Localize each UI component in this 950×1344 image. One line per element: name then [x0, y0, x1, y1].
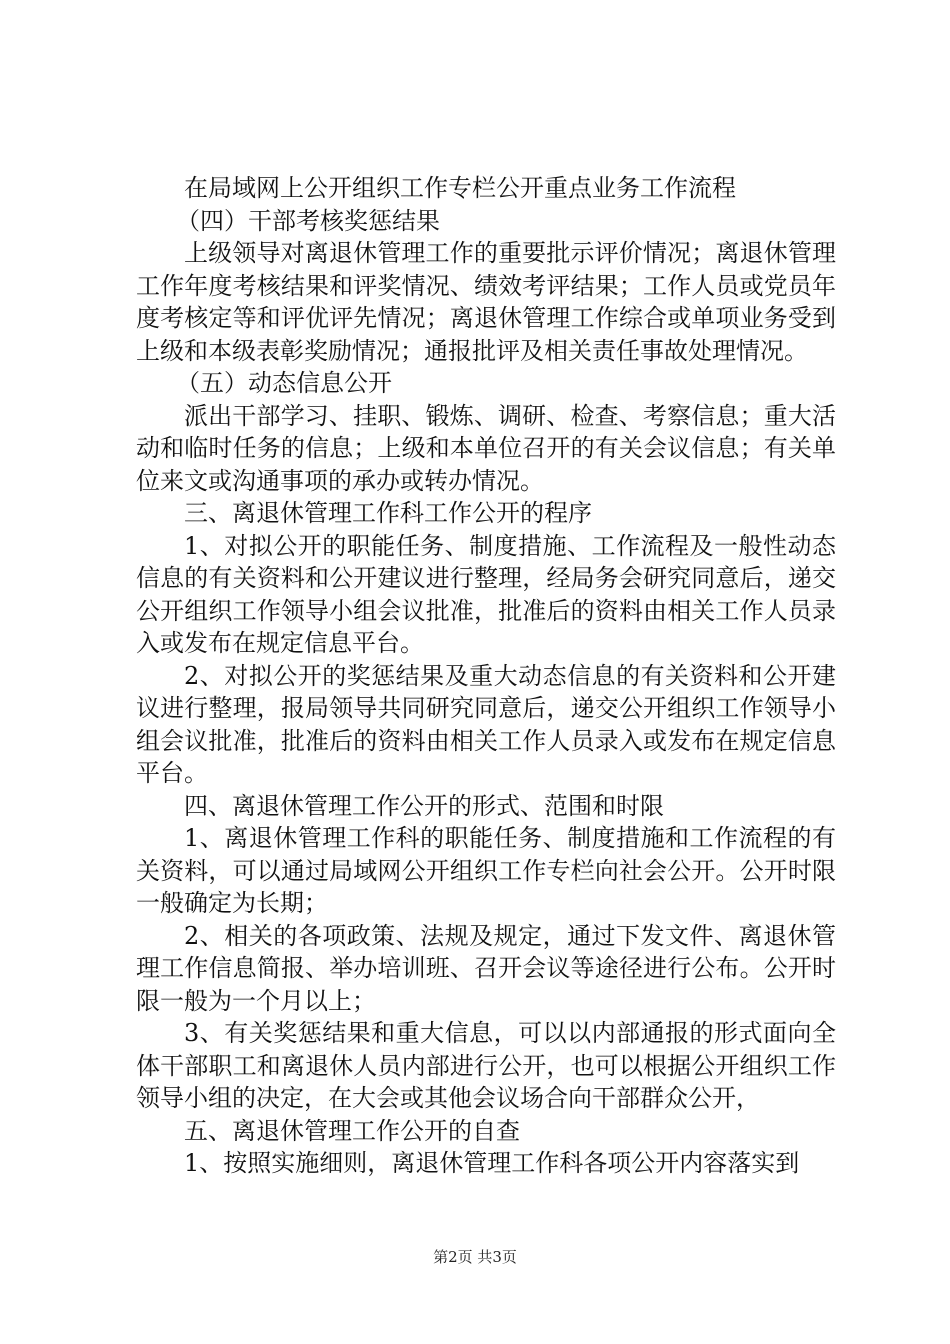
paragraph: 1、对拟公开的职能任务、制度措施、工作流程及一般性动态信息的有关资料和公开建议进行整理，经局务会研究同意后，递交公开组织工作领导小组会议批准，批准后的资料由相关工作人员录入或发布在规定信息平台。 — [136, 531, 836, 657]
paragraph: 1、按照实施细则，离退休管理工作科各项公开内容落实到 — [184, 1149, 800, 1177]
section-heading: 五、离退休管理工作公开的自查 — [184, 1116, 520, 1145]
section-heading: 三、离退休管理工作科工作公开的程序 — [184, 499, 592, 527]
section-heading: 四、离退休管理工作公开的形式、范围和时限 — [184, 791, 664, 820]
paragraph: 在局域网上公开组织工作专栏公开重点业务工作流程 — [184, 174, 736, 202]
paragraph: 派出干部学习、挂职、锻炼、调研、检查、考察信息；重大活动和临时任务的信息；上级和本单位召开的有关会议信息；有关单位来文或沟通事项的承办或转办情况。 — [136, 401, 836, 495]
section-heading: （四）干部考核奖惩结果 — [176, 206, 440, 235]
section-heading: （五）动态信息公开 — [176, 369, 392, 397]
paragraph: 上级领导对离退休管理工作的重要批示评价情况；离退休管理工作年度考核结果和评奖情况、绩效考评结果；工作人员或党员年度考核定等和评优评先情况；离退休管理工作综合或单项业务受到上级和本级表彰奖励情况；通报批评及相关责任事故处理情况。 — [136, 239, 836, 365]
page-number-footer: 第2页 共3页 — [433, 1248, 517, 1266]
paragraph: 2、对拟公开的奖惩结果及重大动态信息的有关资料和公开建议进行整理，报局领导共同研究同意后，递交公开组织工作领导小组会议批准，批准后的资料由相关工作人员录入或发布在规定信息平台。 — [136, 661, 836, 787]
paragraph: 3、有关奖惩结果和重大信息，可以以内部通报的形式面向全体干部职工和离退休人员内部进行公开，也可以根据公开组织工作领导小组的决定，在大会或其他会议场合向干部群众公开， — [136, 1019, 836, 1112]
paragraph: 2、相关的各项政策、法规及规定，通过下发文件、离退休管理工作信息简报、举办培训班、召开会议等途径进行公布。公开时限一般为一个月以上； — [136, 921, 836, 1015]
paragraph: 1、离退休管理工作科的职能任务、制度措施和工作流程的有关资料，可以通过局域网公开组织工作专栏向社会公开。公开时限一般确定为长期； — [136, 824, 836, 917]
document-body — [136, 172, 836, 1180]
